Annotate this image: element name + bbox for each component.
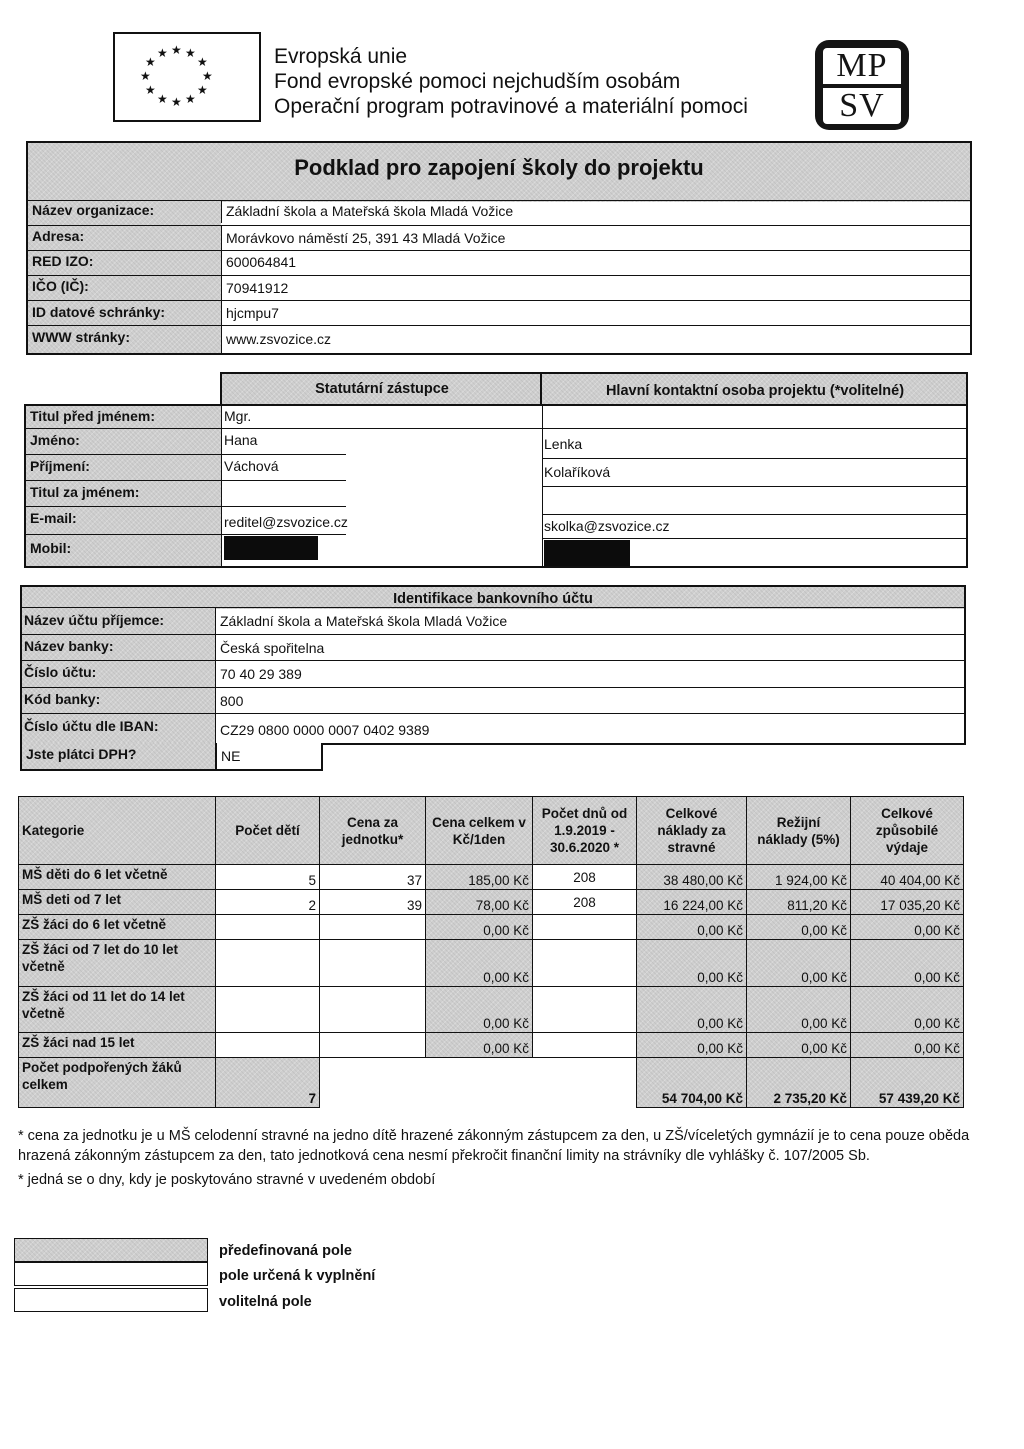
header-zpusobile: Celkové způsobilé výdaje <box>851 797 964 865</box>
daily-total-cell: 185,00 Kč <box>426 865 533 890</box>
red-izo-field[interactable]: 600064841 <box>221 251 970 276</box>
star-icon: ★ <box>202 69 213 83</box>
org-name-field[interactable]: Základní škola a Mateřská škola Mladá Vožice <box>221 201 970 223</box>
children-count-cell[interactable]: 5 <box>216 865 320 890</box>
star-icon: ★ <box>197 55 208 69</box>
total-eligible-cell: 57 439,20 Kč <box>851 1057 964 1107</box>
persons-label: Příjmení: <box>30 458 90 474</box>
table-row <box>19 915 964 940</box>
email-statutory[interactable]: reditel@zsvozice.cz <box>224 514 348 530</box>
star-icon: ★ <box>145 55 156 69</box>
bank-name-field[interactable]: Česká spořitelna <box>215 635 964 661</box>
bank-label: Název banky: <box>24 638 114 654</box>
persons-label: Titul před jménem: <box>30 408 155 424</box>
overhead-cell: 0,00 Kč <box>747 1032 851 1057</box>
persons-body <box>24 404 968 568</box>
eligible-cell: 0,00 Kč <box>851 915 964 940</box>
table-header-row <box>19 797 964 865</box>
bank-title: Identifikace bankovního účtu <box>393 591 593 607</box>
bank-row <box>20 634 966 660</box>
overhead-cell: 0,00 Kč <box>747 940 851 986</box>
first-name-statutory[interactable]: Hana <box>224 432 258 448</box>
children-count-cell[interactable] <box>216 986 320 1032</box>
bank-label: Jste plátci DPH? <box>26 746 137 762</box>
star-icon: ★ <box>157 92 168 106</box>
category-cell: ZŠ žáci od 11 let do 14 let včetně <box>19 986 216 1032</box>
daily-total-cell: 0,00 Kč <box>426 915 533 940</box>
unit-price-cell[interactable]: 37 <box>320 865 426 890</box>
bank-row <box>20 687 966 713</box>
legend-swatch-fill <box>14 1262 208 1286</box>
overhead-cell: 1 924,00 Kč <box>747 865 851 890</box>
daily-total-cell: 78,00 Kč <box>426 890 533 915</box>
eligible-cell: 0,00 Kč <box>851 1032 964 1057</box>
table-row <box>19 940 964 986</box>
legend-fill: pole určená k vyplnění <box>219 1268 376 1284</box>
category-cell: ZŠ žáci do 6 let včetně <box>19 915 216 940</box>
org-row <box>28 250 970 275</box>
bank-row <box>20 713 966 743</box>
star-icon: ★ <box>185 92 196 106</box>
star-icon: ★ <box>197 83 208 97</box>
children-count-cell[interactable] <box>216 915 320 940</box>
days-cell[interactable]: 208 <box>533 890 637 915</box>
legend-predefined: předefinovaná pole <box>219 1243 352 1259</box>
footnote-unit-price: * cena za jednotku je u MŠ celodenní stravné na jedno dítě hrazené zákonným zástupcem za den, u ZŠ/víceletých gymnázií je to cena pouze oběda hrazená zákonným zástupcem za den, tato jednotková cena nesmí překročit finanční limity na strávníky dle vyhlášky č. 107/2005 Sb. <box>18 1128 970 1164</box>
category-cell: MŠ děti do 6 let včetně <box>19 865 216 890</box>
title-before-statutory[interactable]: Mgr. <box>224 408 252 424</box>
mobile-contact-redacted <box>544 540 630 566</box>
header-text <box>274 44 748 119</box>
children-count-cell[interactable]: 2 <box>216 890 320 915</box>
org-label: ID datové schránky: <box>32 304 166 320</box>
eligible-cell: 0,00 Kč <box>851 986 964 1032</box>
account-name-field[interactable]: Základní škola a Mateřská škola Mladá Vožice <box>215 608 964 635</box>
food-costs-cell: 0,00 Kč <box>637 986 747 1032</box>
bank-section <box>20 585 966 772</box>
unit-price-cell[interactable] <box>320 940 426 986</box>
bank-row <box>20 660 966 687</box>
org-row <box>28 275 970 300</box>
org-label: Název organizace: <box>32 202 155 218</box>
org-label: Adresa: <box>32 228 85 244</box>
org-row <box>28 300 970 325</box>
food-costs-cell: 0,00 Kč <box>637 1032 747 1057</box>
org-row <box>28 325 970 353</box>
daily-total-cell: 0,00 Kč <box>426 1032 533 1057</box>
bank-code-field[interactable]: 800 <box>215 688 964 714</box>
persons-label: Titul za jménem: <box>30 484 140 500</box>
org-section <box>26 141 972 355</box>
persons-label: Jméno: <box>30 432 80 448</box>
food-costs-cell: 0,00 Kč <box>637 940 747 986</box>
contact-header: Hlavní kontaktní osoba projektu (*volitelné) <box>605 383 905 399</box>
food-costs-cell: 0,00 Kč <box>637 915 747 940</box>
table-total-row <box>19 1057 964 1107</box>
header-celkove-naklady: Celkové náklady za stravné <box>637 797 747 865</box>
email-contact[interactable]: skolka@zsvozice.cz <box>544 518 670 534</box>
table-row <box>19 986 964 1032</box>
form-title: Podklad pro zapojení školy do projektu <box>294 155 704 180</box>
databox-field[interactable]: hjcmpu7 <box>221 301 970 326</box>
star-icon: ★ <box>157 46 168 60</box>
total-children-cell: 7 <box>216 1057 320 1107</box>
bank-row <box>20 607 966 634</box>
header-cena-celkem: Cena celkem v Kč/1den <box>426 797 533 865</box>
category-cell: ZŠ žáci od 7 let do 10 let včetně <box>19 940 216 986</box>
children-count-cell[interactable] <box>216 940 320 986</box>
star-icon: ★ <box>185 46 196 60</box>
header-line-2: Fond evropské pomoci nejchudším osobám <box>274 70 681 93</box>
eligible-cell: 17 035,20 Kč <box>851 890 964 915</box>
table-row <box>19 865 964 890</box>
food-costs-cell: 38 480,00 Kč <box>637 865 747 890</box>
last-name-contact[interactable]: Kolaříková <box>544 464 611 480</box>
header-pocet-deti: Počet dětí <box>216 797 320 865</box>
days-cell[interactable] <box>533 940 637 986</box>
eligible-cell: 0,00 Kč <box>851 940 964 986</box>
eu-flag-logo <box>113 32 261 122</box>
total-food-costs-cell: 54 704,00 Kč <box>637 1057 747 1107</box>
category-cell: MŠ deti od 7 let <box>19 890 216 915</box>
unit-price-cell[interactable] <box>320 915 426 940</box>
total-overhead-cell: 2 735,20 Kč <box>747 1057 851 1107</box>
star-icon: ★ <box>145 83 156 97</box>
days-cell[interactable] <box>533 915 637 940</box>
header-pocet-dnu: Počet dnů od 1.9.2019 - 30.6.2020 * <box>533 797 637 865</box>
header-line-3: Operační program potravinové a materiální pomoci <box>274 95 748 118</box>
logo-top-text: MP <box>823 48 901 84</box>
star-icon: ★ <box>171 95 182 109</box>
account-number-field[interactable]: 70 40 29 389 <box>215 661 964 688</box>
legend-optional: volitelná pole <box>219 1294 312 1310</box>
bank-label: Kód banky: <box>24 691 101 707</box>
logo-bottom-text: SV <box>823 88 901 124</box>
statutory-header: Statutární zástupce <box>315 381 449 397</box>
unit-price-cell[interactable] <box>320 1032 426 1057</box>
persons-label: Mobil: <box>30 540 72 556</box>
days-cell[interactable] <box>533 1032 637 1057</box>
last-name-statutory[interactable]: Váchová <box>224 458 279 474</box>
footnotes <box>18 1126 978 1194</box>
unit-price-cell[interactable] <box>320 986 426 1032</box>
persons-header <box>220 372 968 406</box>
footnote-days: * jedná se o dny, kdy je poskytováno stravné v uvedeném období <box>18 1172 436 1188</box>
header-cena-jednotka: Cena za jednotku* <box>320 797 426 865</box>
org-row <box>28 200 970 222</box>
org-row <box>28 225 970 250</box>
legend-swatch-optional <box>14 1288 208 1312</box>
org-label: WWW stránky: <box>32 329 130 345</box>
bank-label: Číslo účtu dle IBAN: <box>24 718 159 734</box>
org-label: IČO (IČ): <box>32 278 89 294</box>
header-rezijni: Režijní náklady (5%) <box>747 797 851 865</box>
total-category-cell: Počet podpořených žáků celkem <box>19 1057 216 1107</box>
org-label: RED IZO: <box>32 253 94 269</box>
first-name-contact[interactable]: Lenka <box>544 436 583 452</box>
category-cell: ZŠ žáci nad 15 let <box>19 1032 216 1057</box>
cost-table <box>18 796 963 1108</box>
star-icon: ★ <box>171 43 182 57</box>
star-icon: ★ <box>140 69 151 83</box>
children-count-cell[interactable] <box>216 1032 320 1057</box>
eligible-cell: 40 404,00 Kč <box>851 865 964 890</box>
table-row <box>19 1032 964 1057</box>
ico-field[interactable]: 70941912 <box>221 276 970 301</box>
food-costs-cell: 16 224,00 Kč <box>637 890 747 915</box>
header-kategorie: Kategorie <box>19 797 216 865</box>
mpsv-logo <box>815 40 909 130</box>
overhead-cell: 0,00 Kč <box>747 986 851 1032</box>
overhead-cell: 0,00 Kč <box>747 915 851 940</box>
address-field[interactable]: Morávkovo náměstí 25, 391 43 Mladá Vožice <box>221 226 970 251</box>
bank-label: Název účtu příjemce: <box>24 612 165 628</box>
overhead-cell: 811,20 Kč <box>747 890 851 915</box>
website-field[interactable]: www.zsvozice.cz <box>221 326 970 354</box>
days-cell[interactable] <box>533 986 637 1032</box>
unit-price-cell[interactable]: 39 <box>320 890 426 915</box>
mobile-statutory-redacted <box>224 536 318 560</box>
days-cell[interactable]: 208 <box>533 865 637 890</box>
persons-section <box>24 372 968 568</box>
bank-label: Číslo účtu: <box>24 664 97 680</box>
legend-swatch-predefined <box>14 1238 208 1262</box>
iban-field[interactable]: CZ29 0800 0000 0007 0402 9389 <box>215 714 964 744</box>
vat-payer-field[interactable]: NE <box>215 743 323 771</box>
header-line-1: Evropská unie <box>274 45 408 68</box>
daily-total-cell: 0,00 Kč <box>426 986 533 1032</box>
persons-label: E-mail: <box>30 510 77 526</box>
table-row <box>19 890 964 915</box>
daily-total-cell: 0,00 Kč <box>426 940 533 986</box>
